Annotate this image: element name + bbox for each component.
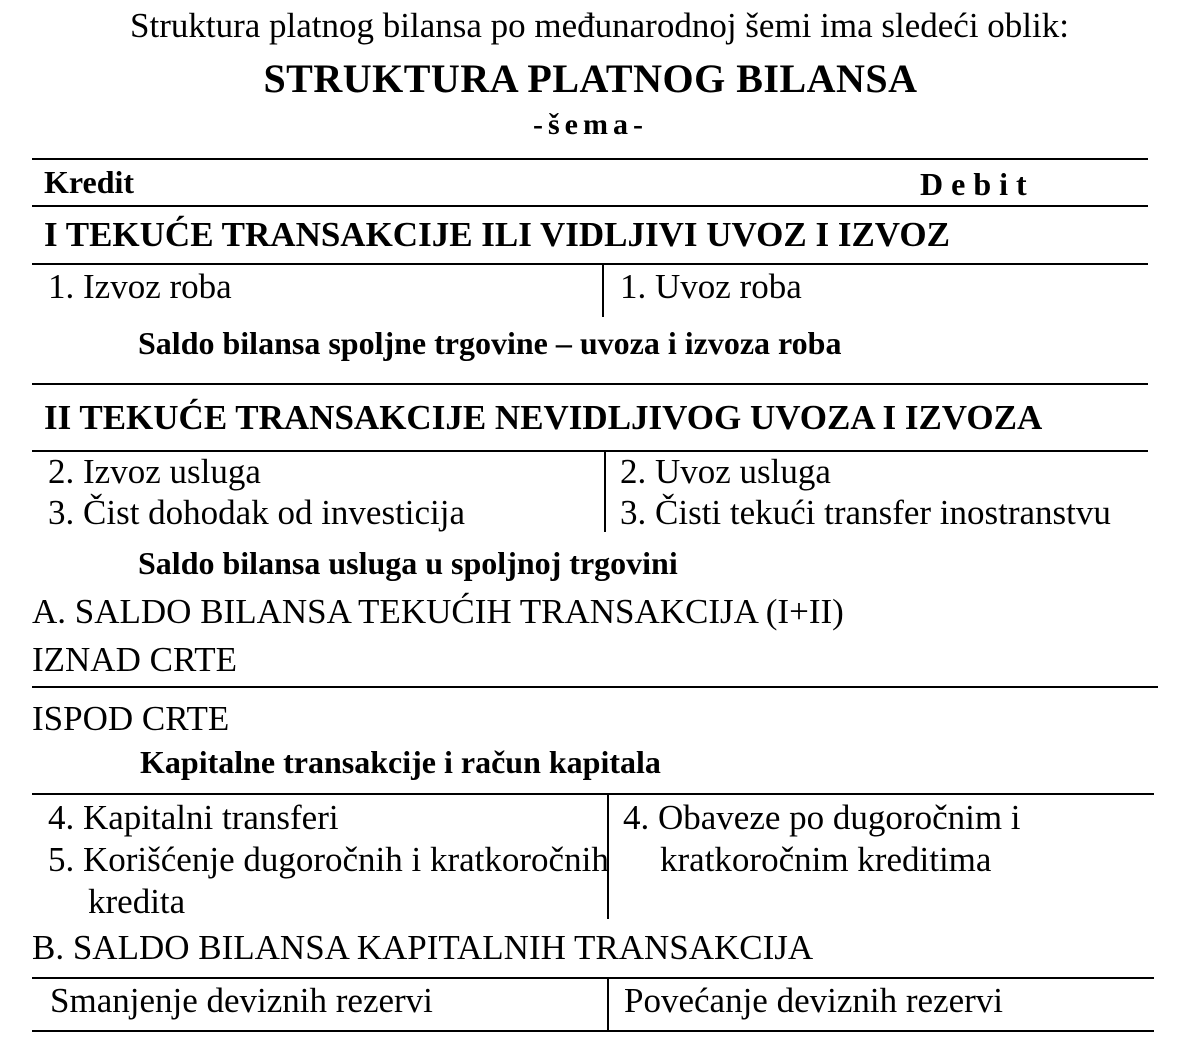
- debit-item: 4. Obaveze po dugoročnim i: [623, 798, 1021, 837]
- rule-balance-1: [32, 383, 1148, 385]
- credit-item: 2. Izvoz usluga: [48, 452, 261, 491]
- document-subtitle: -šema-: [533, 108, 648, 141]
- summary-a: A. SALDO BILANSA TEKUĆIH TRANSAKCIJA (I+II): [32, 592, 844, 631]
- credit-item: 5. Korišćenje dugoročnih i kratkoročnih: [48, 840, 609, 879]
- column-divider-1: [602, 263, 604, 317]
- summary-b: B. SALDO BILANSA KAPITALNIH TRANSAKCIJA: [32, 928, 814, 967]
- debit-item: 1. Uvoz roba: [620, 267, 802, 306]
- rule-header: [32, 205, 1148, 207]
- below-line-label: ISPOD CRTE: [32, 699, 230, 738]
- column-divider-2: [604, 450, 606, 532]
- reserves-debit: Povećanje deviznih rezervi: [624, 981, 1003, 1020]
- section-2-balance: Saldo bilansa usluga u spoljnoj trgovini: [138, 545, 678, 581]
- credit-item: 3. Čist dohodak od investicija: [48, 493, 466, 532]
- reserves-credit: Smanjenje deviznih rezervi: [50, 981, 433, 1020]
- document-title: STRUKTURA PLATNOG BILANSA: [263, 56, 918, 101]
- rule-above-below: [32, 686, 1158, 688]
- above-line-label: IZNAD CRTE: [32, 640, 237, 679]
- rule-section-1: [32, 263, 1148, 265]
- intro-text: Struktura platnog bilansa po međunarodnoj šemi ima sledeći oblik:: [130, 6, 1069, 45]
- credit-item: 4. Kapitalni transferi: [48, 798, 339, 837]
- debit-item: 3. Čisti tekući transfer inostranstvu: [620, 493, 1111, 532]
- debit-item: kratkoročnim kreditima: [660, 840, 992, 879]
- rule-top: [32, 158, 1148, 160]
- column-divider-4: [607, 977, 609, 1032]
- debit-item: 2. Uvoz usluga: [620, 452, 831, 491]
- rule-reserves-top: [32, 977, 1154, 979]
- section-2-heading: II TEKUĆE TRANSAKCIJE NEVIDLJIVOG UVOZA I IZVOZA: [44, 398, 1043, 437]
- section-1-balance: Saldo bilansa spoljne trgovine – uvoza i izvoza roba: [138, 325, 842, 361]
- credit-header: Kredit: [44, 164, 135, 200]
- capital-heading: Kapitalne transakcije i račun kapitala: [140, 744, 661, 780]
- rule-reserves-bottom: [32, 1030, 1154, 1032]
- credit-item: 1. Izvoz roba: [48, 267, 232, 306]
- section-1-heading: I TEKUĆE TRANSAKCIJE ILI VIDLJIVI UVOZ I IZVOZ: [44, 215, 950, 254]
- credit-item: kredita: [88, 882, 186, 921]
- rule-capital: [32, 793, 1154, 795]
- debit-header: D e b i t: [920, 166, 1027, 202]
